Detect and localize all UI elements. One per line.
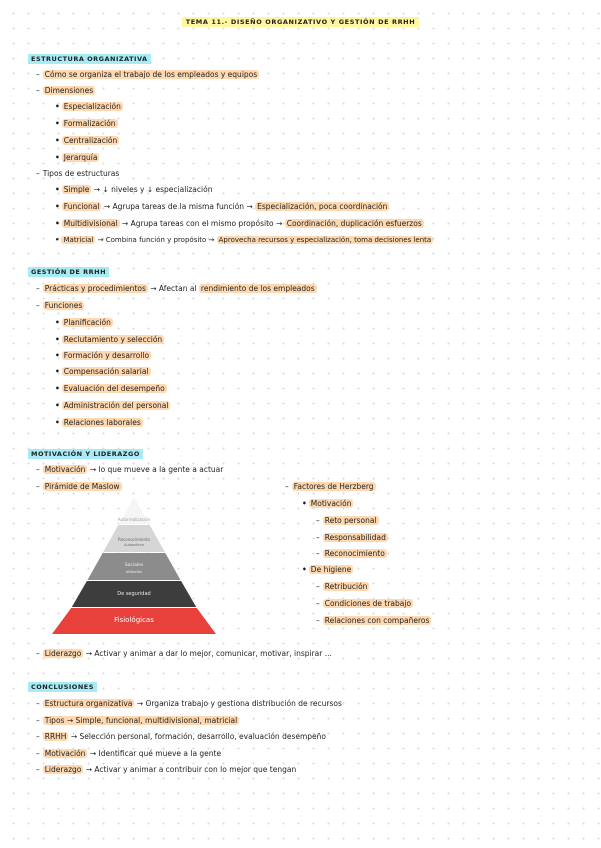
section-heading-motivacion: MOTIVACIÓN Y LIDERAZGO xyxy=(28,450,143,458)
pyramid-label: Sociales xyxy=(124,563,144,568)
pyramid-label: De seguridad xyxy=(117,591,151,597)
bullet-item: • Evaluación del desempeño xyxy=(55,384,165,393)
bullet-item: • Jerarquía xyxy=(55,153,98,162)
note-line: – Reto personal xyxy=(316,516,377,525)
note-line: – Retribución xyxy=(316,582,368,591)
note-line: – Responsabilidad xyxy=(316,533,386,542)
note-line: – Pirámide de Maslow xyxy=(36,482,120,491)
bullet-item: • Centralización xyxy=(55,136,118,145)
note-line: – Estructura organizativa → Organiza trabajo y gestiona distribución de recursos xyxy=(36,699,342,708)
note-line: – Motivación → Identificar qué mueve a la gente xyxy=(36,749,222,758)
bullet-item: • Matricial → Combina función y propósito → Aprovecha recursos y especialización, toma decisiones lenta xyxy=(55,236,432,244)
note-line: – Condiciones de trabajo xyxy=(316,599,412,608)
note-line: – Funciones xyxy=(36,301,83,310)
bullet-item: • Planificación xyxy=(55,318,111,327)
note-line: – Tipos → Simple, funcional, multidivisional, matricial xyxy=(36,716,238,725)
note-line: – Liderazgo → Activar y animar a contribuir con lo mejor que tengan xyxy=(36,765,297,774)
section-heading-gestion: GESTIÓN DE RRHH xyxy=(28,268,109,276)
section-heading-conclusiones: CONCLUSIONES xyxy=(28,683,97,691)
maslow-pyramid xyxy=(52,497,216,634)
pyramid-label: Fisiológicas xyxy=(114,616,154,624)
bullet-item: • Administración del personal xyxy=(55,401,169,410)
bullet-item: • Formación y desarrollo xyxy=(55,351,150,360)
note-line: – Prácticas y procedimientos → Afectan al rendimiento de los empleados xyxy=(36,284,315,293)
bullet-item: • Funcional → Agrupa tareas de la misma función → Especialización, poca coordinación xyxy=(55,202,388,211)
note-line: – Factores de Herzberg xyxy=(285,482,374,491)
note-line: – Reconocimiento xyxy=(316,549,385,558)
bullet-item: • Especialización xyxy=(55,102,121,111)
bullet-item: • Compensación salarial xyxy=(55,367,149,376)
bullet-item: • Reclutamiento y selección xyxy=(55,335,163,344)
section-heading-estructura: ESTRUCTURA ORGANIZATIVA xyxy=(28,55,151,63)
note-line: – Tipos de estructuras xyxy=(36,169,120,178)
note-line: – RRHH → Selección personal, formación, desarrollo, evaluación desempeño xyxy=(36,732,326,741)
bullet-item: • Simple → ↓ niveles y ↓ especialización xyxy=(55,185,213,194)
note-line: – Cómo se organiza el trabajo de los empleados y equipos xyxy=(36,70,258,79)
pyramid-label: Autorrealización xyxy=(117,517,151,522)
pyramid-sublabel: Autoestima xyxy=(123,543,144,547)
note-line: – Liderazgo → Activar y animar a dar lo mejor, comunicar, motivar, inspirar ... xyxy=(36,649,332,658)
bullet-item: • Multidivisional → Agrupa tareas con el mismo propósito → Coordinación, duplicación esfuerzos xyxy=(55,219,422,228)
bullet-item: • Motivación xyxy=(302,499,352,508)
pyramid-label: Reconocimiento xyxy=(117,537,151,542)
bullet-item: • Formalización xyxy=(55,119,116,128)
note-line: – Dimensiones xyxy=(36,86,94,95)
bullet-item: • De higiene xyxy=(302,565,352,574)
page-title: TEMA 11.- DISEÑO ORGANIZATIVO Y GESTIÓN DE RRHH xyxy=(0,18,601,26)
note-line: – Relaciones con compañeros xyxy=(316,616,430,625)
pyramid-sublabel: Afiliación xyxy=(126,570,142,574)
note-line: – Motivación → lo que mueve a la gente a actuar xyxy=(36,465,224,474)
bullet-item: • Relaciones laborales xyxy=(55,418,141,427)
